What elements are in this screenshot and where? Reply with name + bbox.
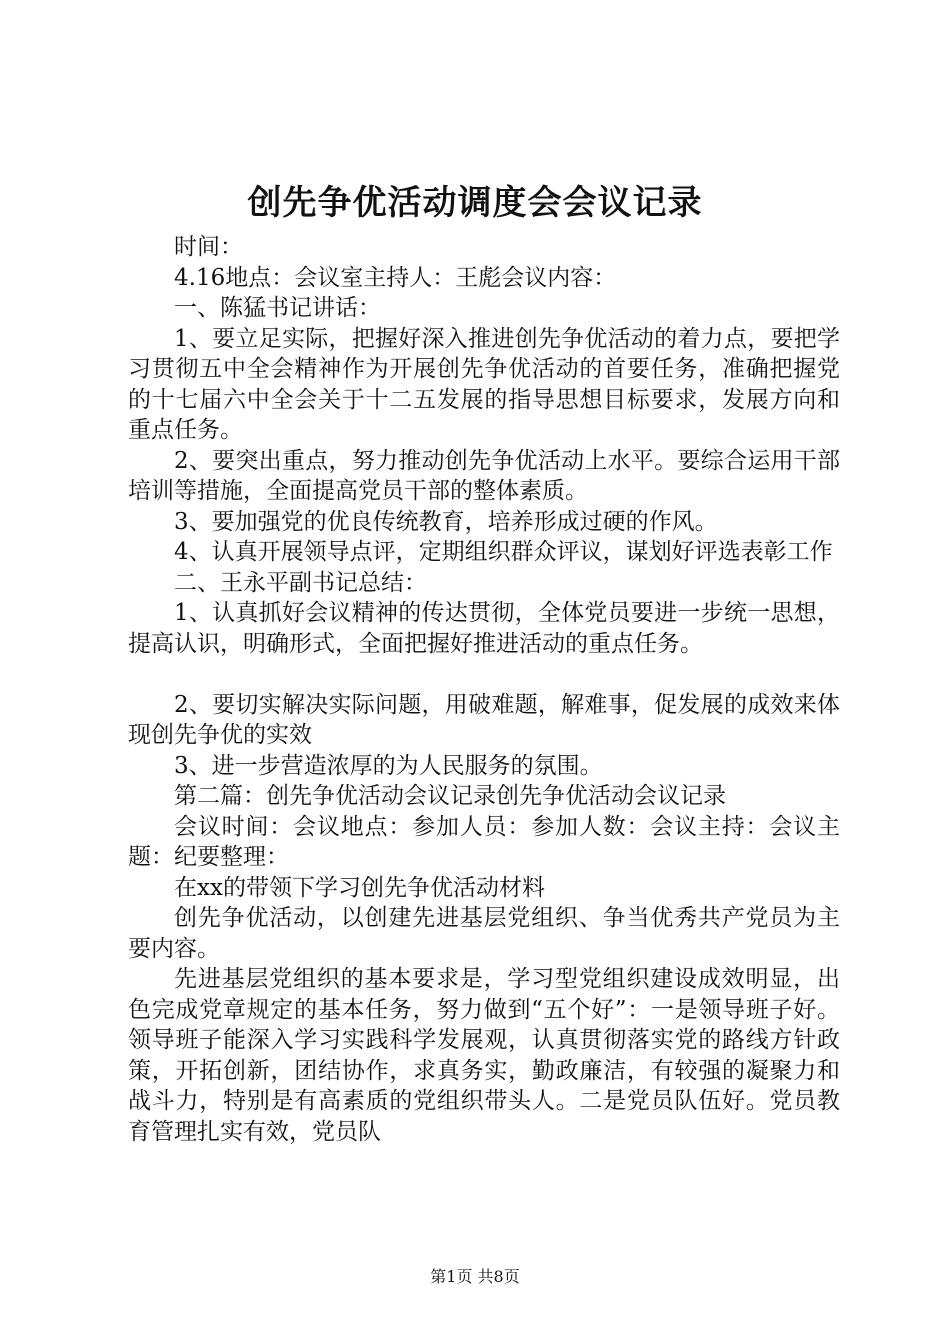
document-body (128, 232, 840, 1147)
paragraph-text: 先进基层党组织的基本要求是，学习型党组织建设成效明显，出色完成党章规定的基本任务，努力做到“五个好”：一是领导班子好。领导班子能深入学习实践科学发展观，认真贯彻落实党的路线方针政策，开拓创新，团结协作，求真务实，勤政廉洁，有较强的凝聚力和战斗力，特别是有高素质的党组织带头人。二是党员队伍好。党员教育管理扎实有效，党员队 (128, 966, 840, 1145)
paragraph-item: 1、认真抓好会议精神的传达贯彻，全体党员要进一步统一思想，提高认识，明确形式，全面把握好推进活动的重点任务。 (128, 600, 840, 657)
paragraph-item: 3、进一步营造浓厚的为人民服务的氛围。 (174, 752, 603, 779)
paragraph-text: 创先争优活动，以创建先进基层党组织、争当优秀共产党员为主要内容。 (128, 905, 840, 962)
paragraph-section-two-heading: 二、王永平副书记总结： (174, 569, 427, 596)
paragraph-section-one-heading: 一、陈猛书记讲话： (174, 295, 381, 321)
paragraph-meeting-fields: 会议时间：会议地点：参加人员：参加人数：会议主持：会议主题：纪要整理： (128, 813, 840, 870)
document-title: 创先争优活动调度会会议记录 (247, 183, 703, 223)
blank-line (128, 659, 840, 690)
paragraph-item: 1、要立足实际，把握好深入推进创先争优活动的着力点，要把学习贯彻五中全会精神作为开展创先争优活动的首要任务，准确把握党的十七届六中全会关于十二五发展的指导思想目标要求，发展方向和重点任务。 (128, 325, 840, 443)
paragraph-item: 2、要切实解决实际问题，用破难题，解难事，促发展的成效来体现创先争优的实效 (128, 691, 840, 748)
page-number-footer: 第1页 共8页 (430, 1267, 520, 1286)
paragraph-item: 3、要加强党的优良传统教育，培养形成过硬的作风。 (174, 508, 718, 535)
paragraph-text: 在xx的带领下学习创先争优活动材料 (174, 874, 545, 901)
paragraph-location-host: 4.16地点：会议室主持人：王彪会议内容： (174, 264, 617, 291)
paragraph-part-two-heading: 第二篇：创先争优活动会议记录创先争优活动会议记录 (174, 783, 726, 809)
paragraph-item: 2、要突出重点，努力推动创先争优活动上水平。要综合运用干部培训等措施，全面提高党员干部的整体素质。 (128, 447, 840, 504)
paragraph-item: 4、认真开展领导点评，定期组织群众评议，谋划好评选表彰工作 (174, 539, 833, 565)
paragraph-time: 时间： (174, 234, 243, 260)
